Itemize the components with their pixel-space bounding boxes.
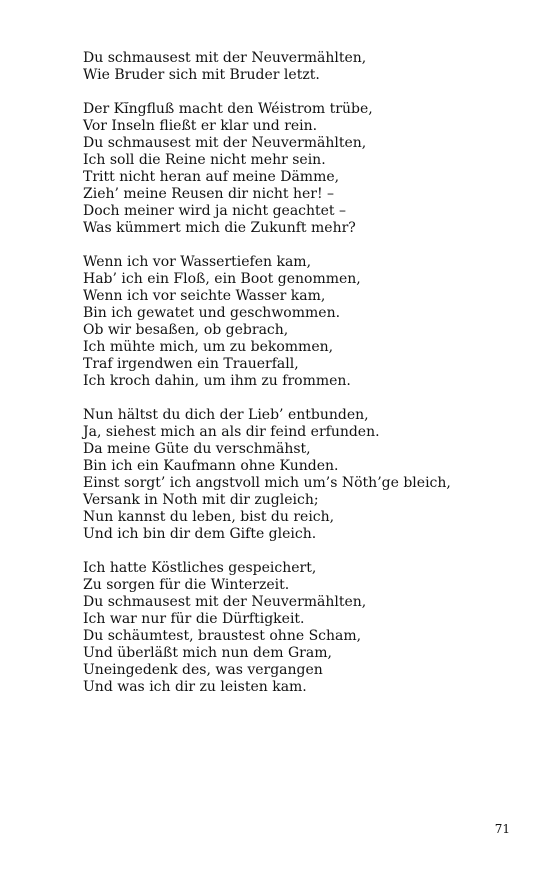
poem-line: Und überläßt mich nun dem Gram, [83,645,332,661]
poem-line: Versank in Noth mit dir zugleich; [83,492,319,508]
poem-line: Traf irgendwen ein Trauerfall, [83,356,299,372]
poem-line: Ich war nur für die Dürftigkeit. [83,611,305,627]
poem-line: Bin ich ein Kaufmann ohne Kunden. [83,458,339,474]
poem-line: Tritt nicht heran auf meine Dämme, [83,169,340,185]
poem-line: Du schmausest mit der Neuvermählten, [83,135,367,151]
poem-line: Doch meiner wird ja nicht geachtet – [83,203,347,219]
poem-line: Bin ich gewatet und geschwommen. [83,305,341,321]
poem-line: Wenn ich vor seichte Wasser kam, [83,288,326,304]
stanza-2 [83,101,523,237]
poem-line: Ich hatte Köstliches gespeichert, [83,560,317,576]
poem-line: Ob wir besaßen, ob gebrach, [83,322,289,338]
poem-line: Ich kroch dahin, um ihm zu frommen. [83,373,351,389]
poem-line: Ich soll die Reine nicht mehr sein. [83,152,326,168]
poem-line: Nun hältst du dich der Lieb’ entbunden, [83,407,369,423]
poem-line: Uneingedenk des, was vergangen [83,662,323,678]
poem-line: Und was ich dir zu leisten kam. [83,679,307,695]
stanza-3 [83,254,523,390]
poem-line: Vor Inseln fließt er klar und rein. [83,118,318,134]
stanza-4 [83,407,523,543]
poem-line: Hab’ ich ein Floß, ein Boot genommen, [83,271,361,287]
stanza-1 [83,50,523,84]
poem-line: Wenn ich vor Wassertiefen kam, [83,254,312,270]
poem-line: Du schäumtest, braustest ohne Scham, [83,628,362,644]
poem-line: Ja, siehest mich an als dir feind erfunden. [83,424,380,440]
poem-line: Der Kĭngfluß macht den Wéistrom trübe, [83,101,373,117]
poem-line: Nun kannst du leben, bist du reich, [83,509,335,525]
poem-line: Du schmausest mit der Neuvermählten, [83,594,367,610]
page-number: 71 [494,822,510,836]
poem-line: Ich mühte mich, um zu bekommen, [83,339,334,355]
poem-line: Wie Bruder sich mit Bruder letzt. [83,67,320,83]
stanza-5 [83,560,523,696]
poem-line: Einst sorgt’ ich angstvoll mich um’s Nöth’ge bleich, [83,475,451,491]
poem-text [83,50,523,713]
poem-line: Und ich bin dir dem Gifte gleich. [83,526,317,542]
poem-line: Du schmausest mit der Neuvermählten, [83,50,367,66]
poem-line: Was kümmert mich die Zukunft mehr? [83,220,356,236]
poem-line: Da meine Güte du verschmähst, [83,441,311,457]
poem-line: Zieh’ meine Reusen dir nicht her! – [83,186,335,202]
poem-line: Zu sorgen für die Winterzeit. [83,577,290,593]
